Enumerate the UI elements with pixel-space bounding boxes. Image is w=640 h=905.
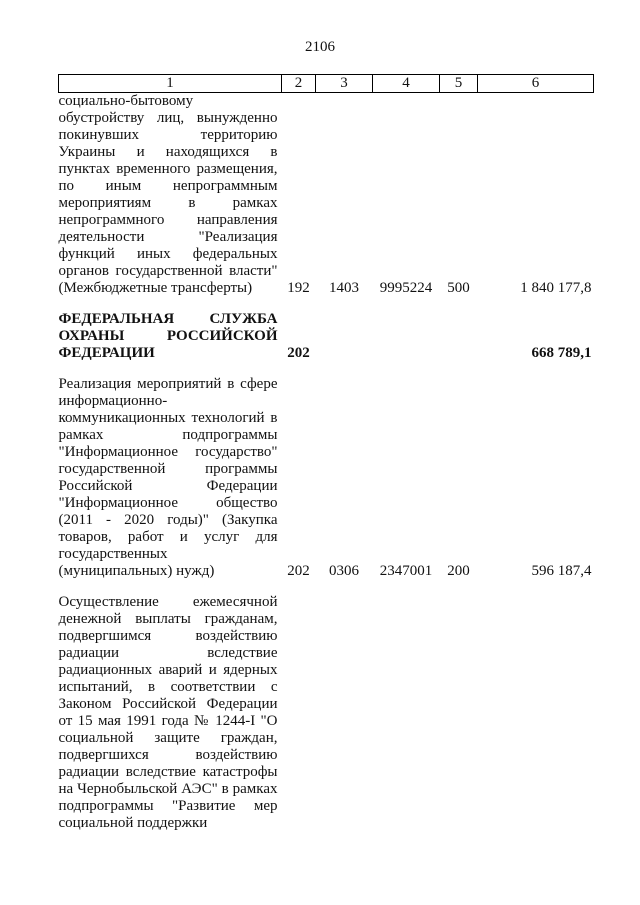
table-row <box>59 594 594 832</box>
row-description: ФЕДЕРАЛЬНАЯ СЛУЖБА ОХРАНЫ РОССИЙСКОЙ ФЕДЕРАЦИИ <box>58 311 278 361</box>
row-amount: 668 789,1 <box>531 345 592 361</box>
row-amount: 1 840 177,8 <box>520 280 592 296</box>
row-section <box>316 594 373 832</box>
row-ministry: 202 <box>287 345 310 361</box>
row-target: 2347001 <box>379 563 433 579</box>
row-expense-type: 200 <box>447 563 470 579</box>
row-description: Осуществление ежемесячной денежной выплаты гражданам, подвергшимся воздействию радиации вследствие радиационных аварий и ядерных испытаний, в соответствии с Законом Российской Федерации от 15 мая 1991 года № 1244-I "О социальной защите граждан, подвергшихся воздействию радиации вследствие катастрофы на Чернобыльской АЭС" в рамках подпрограммы "Развитие мер социальной поддержки <box>58 594 278 831</box>
column-header-row <box>59 75 594 93</box>
row-target: 9995224 <box>379 280 433 296</box>
row-amount: 596 187,4 <box>531 563 592 579</box>
row-section <box>316 311 373 362</box>
row-description: социально-бытовому обустройству лиц, вынужденно покинувших территорию Украины и находящихся в пунктах временного размещения, по иным непрограммным мероприятиям в рамках непрограммного направления деятельности "Реализация функций иных федеральных органов государственной власти" (Межбюджетные трансферты) <box>58 93 278 296</box>
table-row-section-heading <box>59 311 594 362</box>
row-expense-type <box>440 311 478 362</box>
column-header-ministry: 2 <box>282 75 316 93</box>
row-expense-type: 500 <box>447 280 470 296</box>
table-row <box>59 93 594 298</box>
row-section: 0306 <box>329 563 359 579</box>
row-target <box>373 594 440 832</box>
row-target <box>373 311 440 362</box>
table-row <box>59 376 594 580</box>
row-expense-type <box>440 594 478 832</box>
row-ministry <box>282 594 316 832</box>
row-description: Реализация мероприятий в сфере информационно-коммуникационных технологий в рамках подпрограммы "Информационное государство" государственной программы Российской Федерации "Информационное общество (2011 - 2020 годы)" (Закупка товаров, работ и услуг для государственных (муниципальных) нужд) <box>58 376 278 579</box>
column-header-expense-type: 5 <box>440 75 478 93</box>
column-header-section: 3 <box>316 75 373 93</box>
row-section: 1403 <box>329 280 359 296</box>
column-header-target: 4 <box>373 75 440 93</box>
row-ministry: 202 <box>287 563 310 579</box>
row-ministry: 192 <box>287 280 310 296</box>
row-amount <box>478 594 594 832</box>
column-header-amount: 6 <box>478 75 594 93</box>
column-header-description: 1 <box>59 75 282 93</box>
page-number: 2106 <box>305 39 335 55</box>
budget-table <box>58 74 594 832</box>
